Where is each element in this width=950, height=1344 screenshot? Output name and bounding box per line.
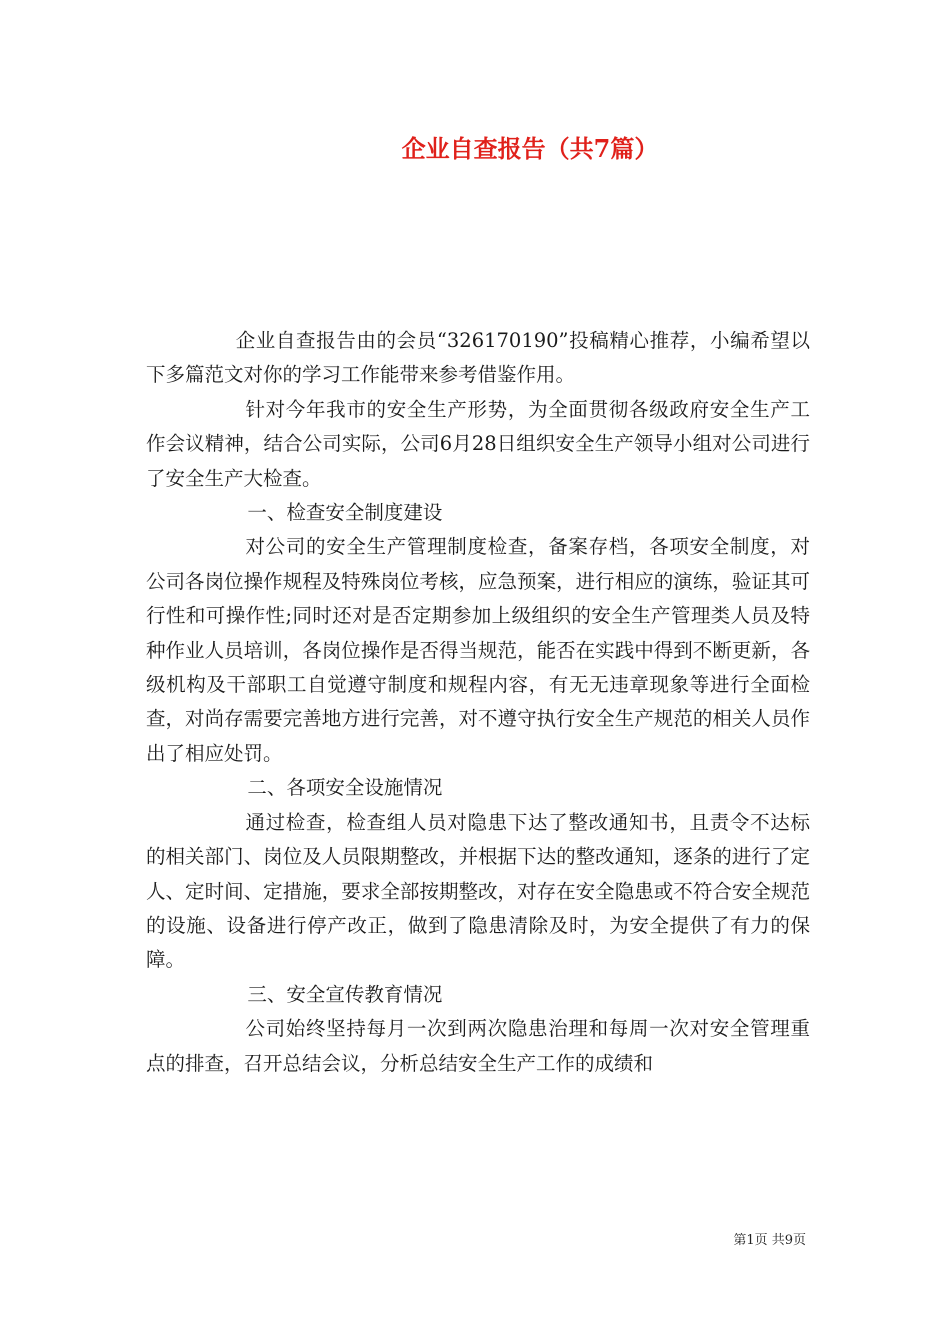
section-heading: 二、各项安全设施情况 [247, 776, 443, 800]
section-heading: 三、安全宣传教育情况 [247, 982, 443, 1006]
body-paragraph: 通过检查，检查组人员对隐患下达了整改通知书，且责令不达标的相关部门、岗位及人员限期整改，并根据下达的整改通知，逐条的进行了定人、定时间、定措施，要求全部按期整改，对存在安全隐患或不符合安全规范的设施、设备进行停产改正，做到了隐患清除及时，为安全提供了有力的保障。 [146, 810, 810, 972]
body-paragraph: 针对今年我市的安全生产形势，为全面贯彻各级政府安全生产工作会议精神，结合公司实际，公司6月28日组织安全生产领导小组对公司进行了安全生产大检查。 [146, 397, 810, 490]
page-footer: 第1页 共9页 [733, 1233, 806, 1248]
section-heading: 一、检查安全制度建设 [247, 501, 443, 525]
intro-paragraph: 企业自查报告由的会员“326170190”投稿精心推荐，小编希望以下多篇范文对你的学习工作能带来参考借鉴作用。 [146, 329, 810, 387]
document-body [146, 324, 810, 1081]
body-paragraph: 公司始终坚持每月一次到两次隐患治理和每周一次对安全管理重点的排查，召开总结会议，分析总结安全生产工作的成绩和 [146, 1017, 810, 1075]
document-title: 企业自查报告（共7篇） [401, 134, 659, 163]
body-paragraph: 对公司的安全生产管理制度检查，备案存档，各项安全制度，对公司各岗位操作规程及特殊岗位考核，应急预案，进行相应的演练，验证其可行性和可操作性;同时还对是否定期参加上级组织的安全生产管理类人员及特种作业人员培训，各岗位操作是否得当规范，能否在实践中得到不断更新，各级机构及干部职工自觉遵守制度和规程内容，有无无违章现象等进行全面检查，对尚存需要完善地方进行完善，对不遵守执行安全生产规范的相关人员作出了相应处罚。 [146, 535, 810, 765]
